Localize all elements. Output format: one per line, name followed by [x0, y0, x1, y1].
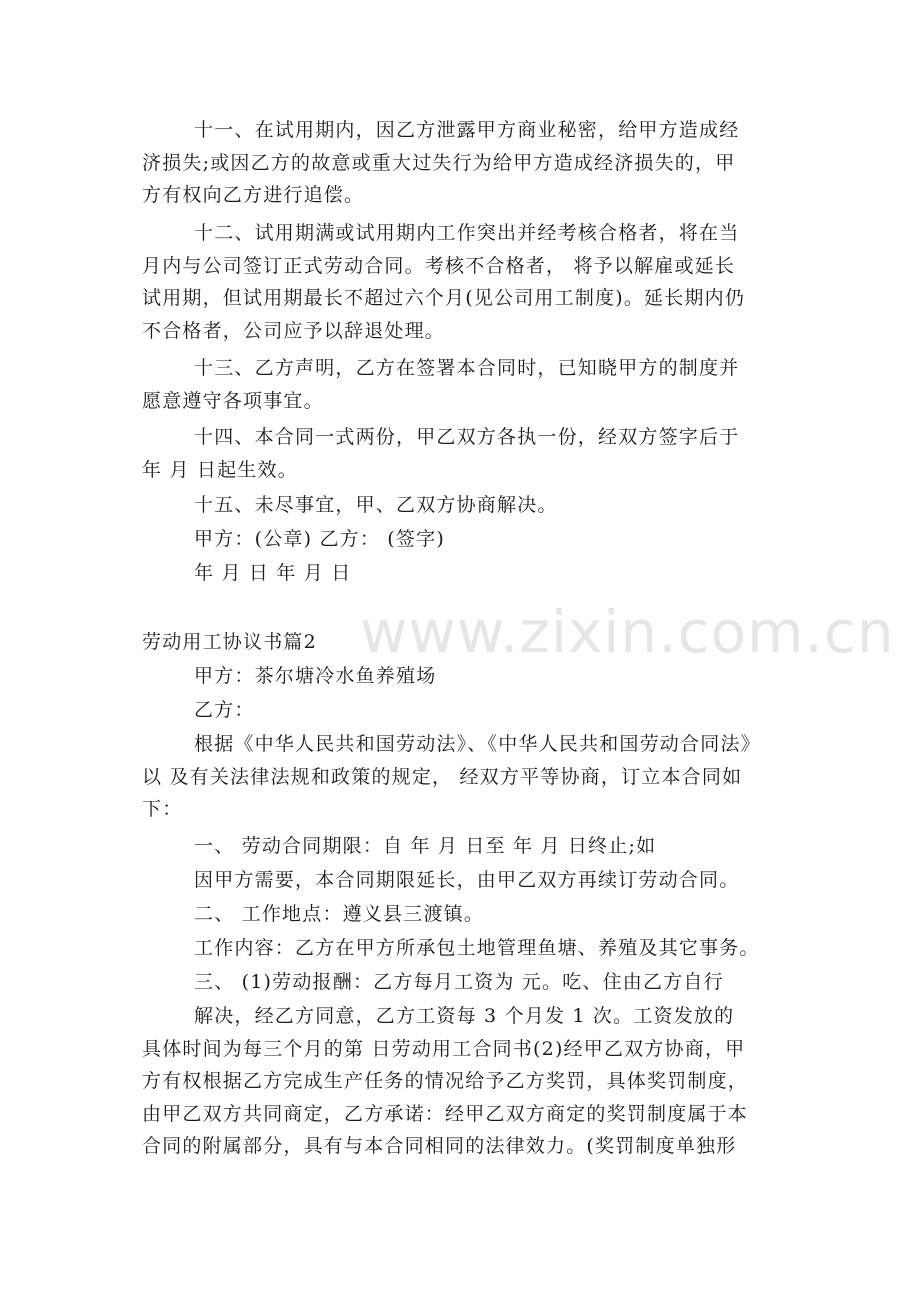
text-line: 具体时间为每三个月的第 日劳动用工合同书(2)经甲乙双方协商，甲 [142, 1037, 746, 1060]
text-line: 年 月 日起生效。 [142, 458, 298, 481]
text-line: 方有权向乙方进行追偿。 [142, 184, 365, 206]
text-line: 下： [142, 798, 183, 820]
text-line: 十一、在试用期内，因乙方泄露甲方商业秘密，给甲方造成经 [194, 119, 740, 141]
clause-3-cont [142, 1000, 782, 1163]
party-b [142, 694, 782, 727]
clause-11 [142, 114, 782, 212]
text-line: 三、 (1)劳动报酬：乙方每月工资为 元。吃、住由乙方自行 [194, 971, 724, 993]
clause-3 [142, 966, 782, 999]
party-a [142, 660, 782, 693]
clause-2 [142, 898, 782, 931]
clause-14 [142, 421, 782, 486]
text-line: 试用期，但试用期最长不超过六个月(见公司用工制度)。延长期内仍 [142, 287, 746, 309]
text-line: 月内与公司签订正式劳动合同。考核不合格者， 将予以解雇或延长 [142, 254, 736, 277]
clause-1-cont [142, 864, 782, 897]
text-line: 方有权根据乙方完成生产任务的情况给予乙方奖罚，具体奖罚制度， [142, 1070, 749, 1092]
clause-13 [142, 352, 782, 417]
text-line: 十三、乙方声明，乙方在签署本合同时，已知晓甲方的制度并 [194, 357, 740, 379]
text-line: 一、 劳动合同期限：自 年 月 日至 年 月 日终止;如 [194, 835, 657, 857]
date-line [142, 557, 782, 590]
text-line: 十二、试用期满或试用期内工作突出并经考核合格者，将在当 [194, 222, 740, 244]
text-line: 以 及有关法律法规和政策的规定， 经双方平等协商，订立本合同如 [142, 765, 743, 788]
text-line: 解决，经乙方同意，乙方工资每 3 个月发 1 次。工资发放的 [194, 1005, 735, 1027]
section-title: 劳动用工协议书篇2 [142, 631, 317, 653]
intro-paragraph [142, 728, 782, 826]
text-line: 工作内容：乙方在甲方所承包土地管理鱼塘、养殖及其它事务。 [194, 937, 760, 959]
work-content [142, 932, 782, 965]
clause-15 [142, 489, 782, 522]
text-line: 十五、未尽事宜，甲、乙双方协商解决。 [194, 494, 558, 516]
text-line: 二、 工作地点：遵义县三渡镇。 [194, 903, 485, 925]
text-line: 济损失;或因乙方的故意或重大过失行为给甲方造成经济损失的，甲 [142, 151, 736, 174]
text-line: 年 月 日 年 月 日 [194, 562, 352, 584]
text-line: 乙方： [194, 699, 255, 721]
text-line: 十四、本合同一式两份，甲乙双方各执一份，经双方签字后于 [194, 426, 740, 448]
clause-12 [142, 217, 782, 347]
clause-1 [142, 830, 782, 863]
text-line: 愿意遵守各项事宜。 [142, 389, 324, 412]
text-line: 甲方：茶尔塘冷水鱼养殖场 [194, 665, 437, 687]
text-line: 由甲乙双方共同商定，乙方承诺：经甲乙双方商定的奖罚制度属于本 [142, 1102, 749, 1125]
text-line: 不合格者，公司应予以辞退处理。 [142, 319, 446, 342]
text-line: 合同的附属部分，具有与本合同相同的法律效力。(奖罚制度单独形 [142, 1135, 737, 1157]
text-line: 甲方：(公章) 乙方： (签字) [194, 528, 445, 550]
text-line: 因甲方需要，本合同期限延长，由甲乙双方再续订劳动合同。 [194, 869, 740, 891]
text-line: 根据《中华人民共和国劳动法》、《中华人民共和国劳动合同法》 [194, 733, 761, 755]
signature-line [142, 523, 782, 556]
watermark: www.zixin.com.cn [360, 598, 895, 666]
